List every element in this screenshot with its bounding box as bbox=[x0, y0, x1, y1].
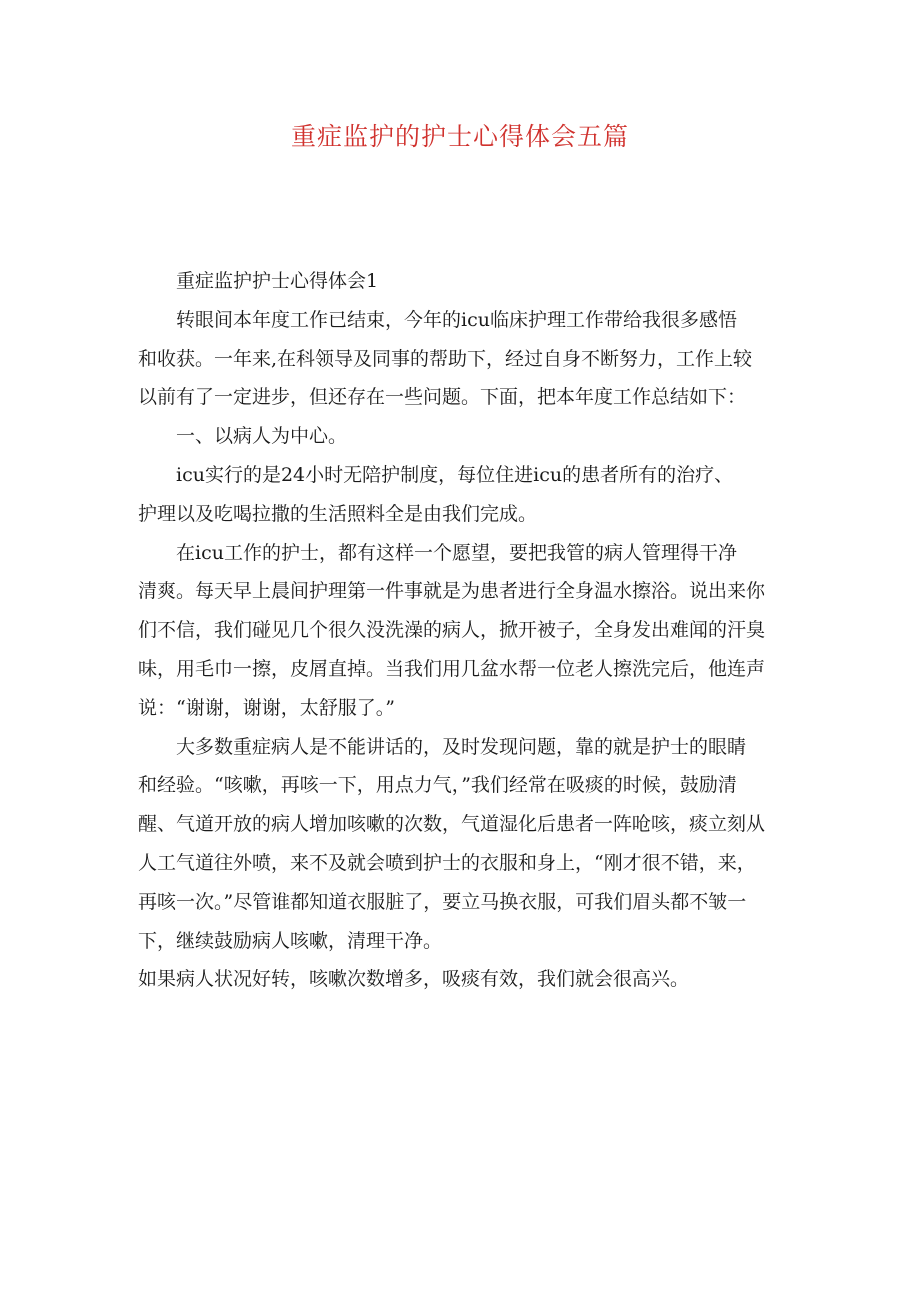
paragraph-5 bbox=[138, 728, 790, 961]
paragraph-line: 下，继续鼓励病人咳嗽，清理干净。 bbox=[138, 929, 443, 952]
document-title: 重症监护的护士心得体会五篇 bbox=[290, 122, 629, 151]
paragraph-line: 们不信，我们碰见几个很久没洗澡的病人，掀开被子，全身发出难闻的汗臭 bbox=[138, 619, 766, 642]
paragraph-line: 护理以及吃喝拉撒的生活照料全是由我们完成。 bbox=[138, 502, 538, 525]
paragraph-line: 味，用毛巾一擦，皮屑直掉。当我们用几盆水帮一位老人擦洗完后，他连声 bbox=[138, 657, 766, 680]
paragraph-line: 一、以病人为中心。 bbox=[176, 425, 348, 448]
paragraph-line: icu实行的是24小时无陪护制度，每位住进icu的患者所有的治疗、 bbox=[176, 463, 734, 486]
section-heading: 重症监护护士心得体会1 bbox=[176, 270, 379, 292]
paragraph-line: 如果病人状况好转，咳嗽次数增多，吸痰有效，我们就会很高兴。 bbox=[138, 968, 690, 991]
paragraph-line: 人工气道往外喷，来不及就会喷到护士的衣服和身上，“刚才很不错，来， bbox=[138, 851, 756, 874]
paragraph-line: 在icu工作的护士，都有这样一个愿望，要把我管的病人管理得干净 bbox=[176, 541, 737, 564]
paragraph-line: 以前有了一定进步，但还存在一些问题。下面，把本年度工作总结如下： bbox=[138, 386, 747, 409]
paragraph-2 bbox=[138, 417, 790, 456]
paragraph-line: 和收获。一年来,在科领导及同事的帮助下，经过自身不断努力，工作上较 bbox=[138, 347, 753, 370]
paragraph-line: 说：“谢谢，谢谢，太舒服了。” bbox=[138, 696, 395, 719]
paragraph-line: 转眼间本年度工作已结束，今年的icu临床护理工作带给我很多感悟 bbox=[176, 308, 737, 331]
paragraph-line: 和经验。“咳嗽，再咳一下，用点力气，”我们经常在吸痰的时候，鼓励清 bbox=[138, 774, 737, 797]
paragraph-3 bbox=[138, 456, 790, 534]
paragraph-line: 醒、气道开放的病人增加咳嗽的次数，气道湿化后患者一阵呛咳，痰立刻从 bbox=[138, 813, 766, 836]
paragraph-4 bbox=[138, 534, 790, 728]
paragraph-line: 清爽。每天早上晨间护理第一件事就是为患者进行全身温水擦浴。说出来你 bbox=[138, 580, 766, 603]
paragraph-6 bbox=[138, 960, 790, 999]
paragraph-line: 大多数重症病人是不能讲话的，及时发现问题，靠的就是护士的眼睛 bbox=[176, 735, 747, 758]
paragraph-1 bbox=[138, 301, 790, 417]
paragraph-line: 再咳一次。”尽管谁都知道衣服脏了，要立马换衣服，可我们眉头都不皱一 bbox=[138, 890, 747, 913]
document-body bbox=[138, 262, 790, 999]
